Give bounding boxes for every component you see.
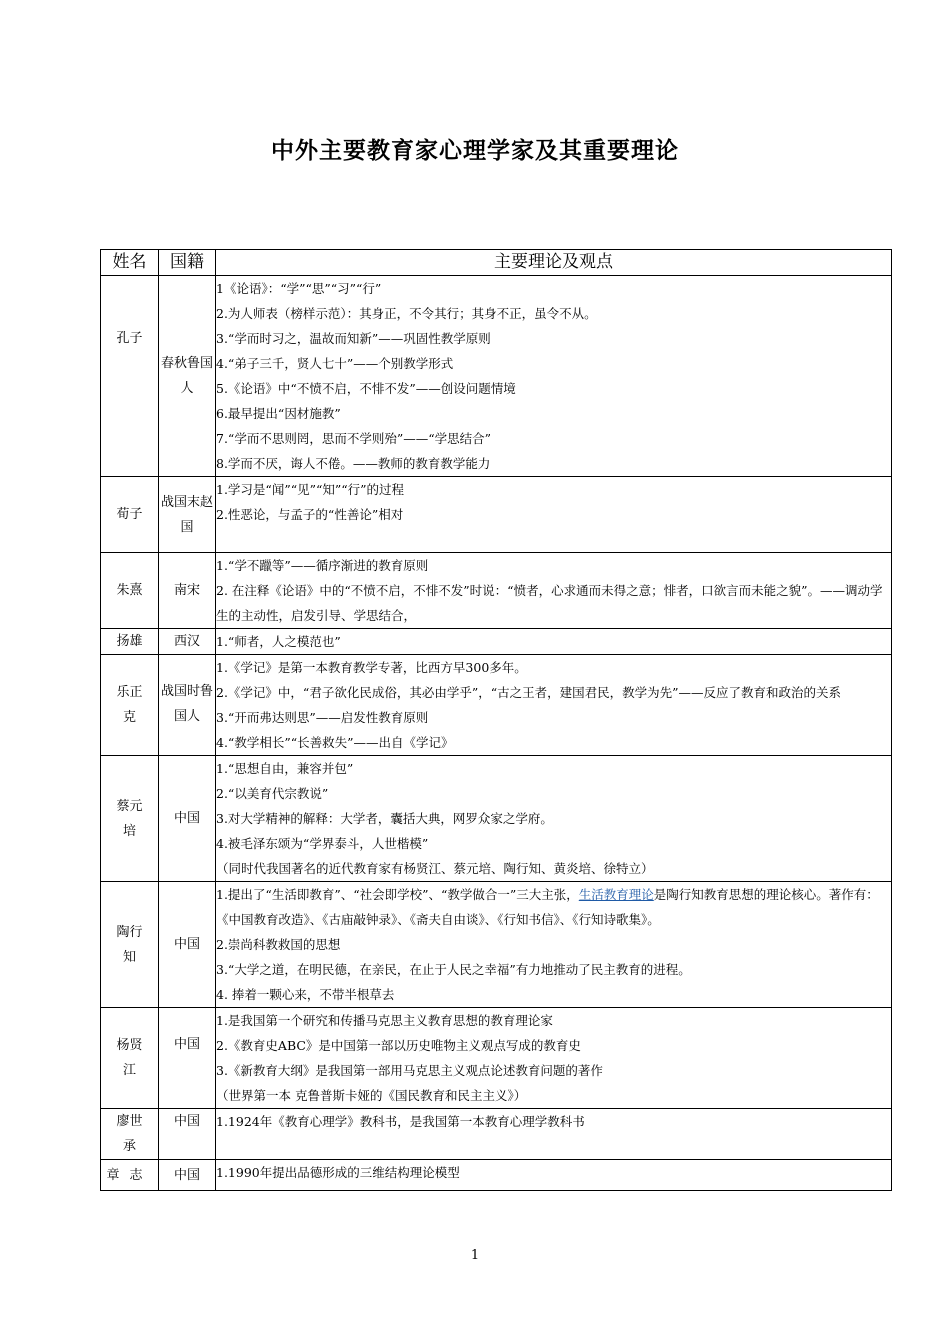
educator-nationality: 春秋鲁国人 bbox=[159, 276, 216, 477]
table-row bbox=[101, 276, 892, 477]
table-row bbox=[101, 629, 892, 655]
theory-point-text: 是陶行知教育思想的理论核心。著作有：《中国教育改造》、《古庙敲钟录》、《斋夫自由谈》、《行知书信》、《行知诗歌集》。 bbox=[216, 887, 879, 927]
educator-name: 廖世承 bbox=[101, 1109, 159, 1160]
header-nationality: 国籍 bbox=[159, 250, 216, 276]
theory-point: 8.学而不厌，诲人不倦。——教师的教育教学能力 bbox=[216, 456, 491, 471]
page-number: 1 bbox=[470, 1248, 480, 1263]
theory-cell bbox=[216, 1008, 892, 1109]
educator-name: 陶行知 bbox=[101, 882, 159, 1008]
document-title: 中外主要教育家心理学家及其重要理论 bbox=[271, 138, 679, 164]
educator-name: 朱熹 bbox=[101, 553, 159, 629]
educator-nationality: 中国 bbox=[159, 756, 216, 882]
theory-point: 1.“学不躐等”——循序渐进的教育原则 bbox=[216, 558, 429, 573]
theory-point: 2.崇尚科教救国的思想 bbox=[216, 937, 341, 952]
theory-point: 3.对大学精神的解释：大学者，囊括大典，网罗众家之学府。 bbox=[216, 811, 553, 826]
theory-point: 1《论语》：“学”“思”“习”“行” bbox=[216, 281, 382, 296]
theory-point: 5.《论语》中“不愤不启，不悱不发”——创设问题情境 bbox=[216, 381, 516, 396]
theory-point: 6.最早提出“因材施教” bbox=[216, 406, 341, 421]
table-row bbox=[101, 756, 892, 882]
theory-point: 1.1990年提出品德形成的三维结构理论模型 bbox=[216, 1165, 460, 1180]
educator-nationality: 中国 bbox=[159, 1008, 216, 1109]
theory-point: 1.学习是“闻”“见”“知”“行”的过程 bbox=[216, 482, 405, 497]
theory-point: 3.“大学之道，在明民德，在亲民，在止于人民之幸福”有力地推动了民主教育的进程。 bbox=[216, 962, 691, 977]
table-row bbox=[101, 1008, 892, 1109]
theory-point: 2.《教育史ABC》是中国第一部以历史唯物主义观点写成的教育史 bbox=[216, 1038, 581, 1053]
educator-name: 蔡元培 bbox=[101, 756, 159, 882]
educator-nationality: 中国 bbox=[159, 882, 216, 1008]
theory-cell bbox=[216, 655, 892, 756]
table-row bbox=[101, 882, 892, 1008]
theory-cell bbox=[216, 756, 892, 882]
theory-point: 2.《学记》中，“君子欲化民成俗，其必由学乎”，“古之王者，建国君民，教学为先”——反应了教育和政治的关系 bbox=[216, 685, 841, 700]
theory-point: 1.“师者，人之模范也” bbox=[216, 634, 341, 649]
educator-nationality: 战国末赵国 bbox=[159, 477, 216, 553]
educator-name: 乐正克 bbox=[101, 655, 159, 756]
theory-cell bbox=[216, 1160, 892, 1191]
theory-point: 3.《新教育大纲》是我国第一部用马克思主义观点论述教育问题的著作 bbox=[216, 1063, 603, 1078]
educator-nationality: 南宋 bbox=[159, 553, 216, 629]
educator-nationality: 西汉 bbox=[159, 629, 216, 655]
theory-cell bbox=[216, 276, 892, 477]
educator-name: 荀子 bbox=[101, 477, 159, 553]
table-row bbox=[101, 477, 892, 553]
theory-point: 1.《学记》是第一本教育教学专著，比西方早300多年。 bbox=[216, 660, 527, 675]
educator-name: 扬雄 bbox=[101, 629, 159, 655]
theory-point: 1.“思想自由，兼容并包” bbox=[216, 761, 354, 776]
table-row bbox=[101, 553, 892, 629]
life-education-theory-link[interactable]: 生活教育理论 bbox=[578, 887, 654, 902]
theory-cell bbox=[216, 1109, 892, 1160]
theory-point: 3.“学而时习之，温故而知新”——巩固性教学原则 bbox=[216, 331, 491, 346]
educator-nationality: 中国 bbox=[159, 1160, 216, 1191]
educators-table bbox=[100, 249, 892, 1191]
theory-point: 2. 在注释《论语》中的“不愤不启，不悱不发”时说：“愤者，心求通而未得之意；悱者，口欲言而未能之貌”。——调动学生的主动性，启发引导、学思结合， bbox=[216, 583, 883, 623]
educator-nationality: 战国时鲁国人 bbox=[159, 655, 216, 756]
theory-point: 1.1924年《教育心理学》教科书，是我国第一本教育心理学教科书 bbox=[216, 1114, 585, 1129]
theory-point: 2.为人师表（榜样示范）：其身正，不令其行；其身不正，虽令不从。 bbox=[216, 306, 597, 321]
theory-point: 2.性恶论，与孟子的“性善论”相对 bbox=[216, 507, 404, 522]
theory-point: 4.“教学相长”“长善救失”——出自《学记》 bbox=[216, 735, 454, 750]
table-header-row bbox=[101, 250, 892, 276]
theory-point: 4. 捧着一颗心来，不带半根草去 bbox=[216, 987, 395, 1002]
theory-point bbox=[216, 882, 891, 932]
educator-nationality: 中国 bbox=[159, 1109, 216, 1160]
header-name: 姓名 bbox=[101, 250, 159, 276]
table-row bbox=[101, 1160, 892, 1191]
theory-point: （世界第一本 克鲁普斯卡娅的《国民教育和民主主义》） bbox=[216, 1088, 527, 1103]
theory-point: 3.“开而弗达则思”——启发性教育原则 bbox=[216, 710, 429, 725]
theory-cell bbox=[216, 477, 892, 553]
theory-point: 1.是我国第一个研究和传播马克思主义教育思想的教育理论家 bbox=[216, 1013, 553, 1028]
theory-cell bbox=[216, 553, 892, 629]
header-theory: 主要理论及观点 bbox=[216, 250, 892, 276]
educator-name: 杨贤江 bbox=[101, 1008, 159, 1109]
theory-point: 7.“学而不思则罔，思而不学则殆”——“学思结合” bbox=[216, 431, 491, 446]
theory-cell bbox=[216, 882, 892, 1008]
theory-point: 4.“弟子三千，贤人七十”——个别教学形式 bbox=[216, 356, 454, 371]
theory-point: 4.被毛泽东颂为“学界泰斗，人世楷模” bbox=[216, 836, 429, 851]
educator-name: 章志 bbox=[101, 1160, 159, 1191]
educator-name: 孔子 bbox=[101, 276, 159, 477]
theory-cell bbox=[216, 629, 892, 655]
theory-point-text: 1.提出了“生活即教育”、“社会即学校”、“教学做合一”三大主张， bbox=[216, 887, 579, 902]
theory-point: （同时代我国著名的近代教育家有杨贤江、蔡元培、陶行知、黄炎培、徐特立） bbox=[216, 861, 654, 876]
theory-point: 2.“以美育代宗教说” bbox=[216, 786, 329, 801]
table-row bbox=[101, 655, 892, 756]
table-row bbox=[101, 1109, 892, 1160]
